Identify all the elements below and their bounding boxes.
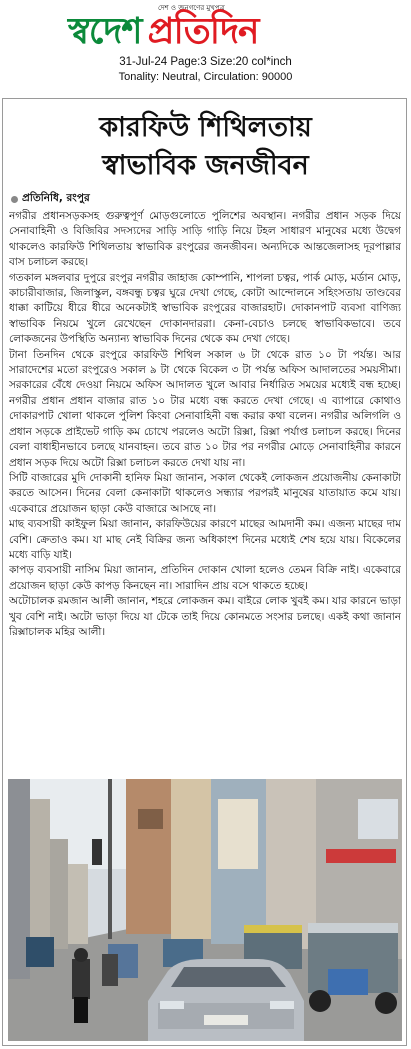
byline	[11, 191, 90, 208]
paragraph: নগরীর প্রধানসড়কসহ গুরুত্বপূর্ণ মোড়গুলোতে পুলিশের অবস্থান। নগরীর প্রধান সড়ক দিয়ে সেনাবাহিনী ও বিজিবির সদস্যদের সাড়ি সাড়ি গাড়ি নিয়ে টহল সাধারণ মানুষের মধ্যে উদ্বেগ থাকলেও কারফিউ শিথিলতায় স্বাভাবিক রংপুরের জনজীবন। অন্যদিকে আন্তজেলাসহ দূরপাল্লার বাস চলাচল করছে।	[9, 210, 401, 269]
newspaper-logo	[68, 8, 258, 54]
article-clipping	[2, 98, 407, 1046]
paragraph: গতকাল মঙ্গলবার দুপুরে রংপুর নগরীর জাহাজ কোম্পানি, শাপলা চত্বর, পার্ক মোড়, মর্ডান মোড়, কাচারীবাজার, জিলাস্কুল, বঙ্গবন্ধু চত্বর ঘুরে দেখা গেছে, কোটা আন্দোলনে সহিংসতায় তাণ্ডবের ধাক্কা কাটিয়ে ধীরে ধীরে অনেকটাই স্বাভাবিক রংপুরের বাজারহাট। দোকানপাট ব্যবসা বাণিজ্য স্বাভাবিক নিয়মে খুলে রেখেছেন দোকানদাররা। কেনা-বেচাও চলছে স্বাভাবিকভাবে। তবে লোকজনের উপস্থিতি অন্যান্য স্বাভাবিক দিনের থেকে কম দেখা গেছে।	[9, 271, 401, 346]
logo-part-1: স্বদেশ	[68, 10, 142, 52]
street-scene-image	[8, 779, 402, 1041]
clip-meta-tonality-circulation: Tonality: Neutral, Circulation: 90000	[118, 71, 293, 83]
headline-line-1: কারফিউ শিথিলতায়	[99, 112, 312, 143]
paragraph: মাছ ব্যবসায়ী কাইফুল মিয়া জানান, কারফিউয়ের কারণে মাছের আমদানী কম। এজন্য মাছের দাম বেশি। ক্রেতাও কম। যা মাছ নেই বিক্রির জন্য অধিকাংশ দিনের মধ্যেই শেষ হয়ে যায়। বিকেলের মধ্যে বাড়ি যাই।	[9, 518, 401, 561]
logo-part-2: প্রতিদিন	[147, 10, 259, 52]
paragraph: অটোচালক রমজান আলী জানান, শহরে লোকজন কম। বাইরে লোক খুবই কম। যার কারনে ভাড়া খুব বেশি নাই। অটো ভাড়া দিয়ে যা টেকে তাই দিয়ে কোনমতে সংসার চলছে। একই কথা জানান রিক্সাচালক মহির আলী।	[9, 595, 401, 638]
clip-meta-date-page-size: 31-Jul-24 Page:3 Size:20 col*inch	[119, 56, 292, 68]
byline-text: প্রতিনিধি, রংপুর	[22, 192, 90, 204]
article-body	[9, 209, 401, 774]
street-photo	[8, 779, 402, 1041]
paragraph: সিটি বাজারের মুদি দোকানী হানিফ মিয়া জানান, সকাল থেকেই লোকজন প্রয়োজনীয় কেনাকাটা করতে আসেন। দিনের বেলা কেনাকাটা থাকলেও সন্ধ্যার পরপরই মানুষের যাতায়াত কমে যায়। একেবারে প্রয়োজন ছাড়া কেউ বাজারে আসছে না।	[9, 471, 401, 515]
paragraph: কাপড় ব্যবসায়ী নাসিম মিয়া জানান, প্রতিদিন দোকান খোলা হলেও তেমন বিক্রি নাই। একেবারে প্রয়োজন ছাড়া কেউ কাপড় কিনছেন না। সারাদিন প্রায় বসে থাকতে হচ্ছে।	[9, 564, 401, 592]
paragraph: টানা তিনদিন থেকে রংপুরে কারফিউ শিথিল সকাল ৬ টা থেকে রাত ১০ টা পর্যন্ত। আর সারাদেশের মতো রংপুরেও সকাল ৯ টা থেকে বিকেল ৩ টা পর্যন্ত অফিস আদালতের সময়সীমা। সরকারের বেঁধে দেওয়া নিয়মে অফিস আদালত খুলে আবার নির্ধারিত সময়ের মধ্যেই বন্ধ হচ্ছে। নগরীর প্রধান প্রধান বাজার রাত ১০ টার মধ্যে বন্ধ করতে দেখা গেছে। এ ব্যাপারে কোথাও দোকারপাট খোলা থাকলে পুলিশ কিংবা সেনাবাহিনী বন্ধ করার কথা বলেন। নগরীর অলিগলি ও প্রধান সড়কে প্রাইভেট গাড়ি কম চোখে পরলেও অটো রিক্সা, রিক্সা পর্যাপ্ত চলাচল করছে। দিনের বেলা বাধাহীনভাবে চলছে যানবাহন। তবে রাত ১০ টার পর নগরীর মোড়ে সেনাবাহিনীর কারনে প্রধান সড়ক দিয়ে অটো রিক্সা চলাচল করতে দেখা যায় না।	[9, 348, 401, 469]
masthead-tagline: দেশ ও জনগণের মুখপত্র	[158, 4, 225, 12]
headline-line-2: স্বাভাবিক জনজীবন	[102, 150, 309, 181]
byline-bullet-icon	[11, 196, 18, 203]
masthead	[0, 0, 411, 100]
